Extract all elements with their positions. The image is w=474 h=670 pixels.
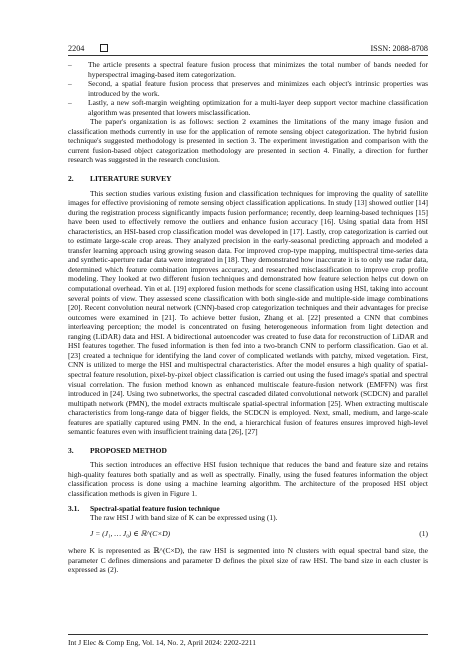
page-body	[68, 60, 428, 575]
section-3-heading	[68, 446, 428, 456]
page-number: 2204	[68, 43, 85, 53]
header-rule	[68, 55, 428, 56]
equation-body: J = (J₁, … J₀) ∈ ℝ^(C×D)	[90, 528, 171, 538]
section-title: PROPOSED METHOD	[90, 445, 167, 455]
section-number: 2.	[68, 174, 74, 184]
bullet-item	[68, 60, 428, 79]
subsection-number: 3.1.	[68, 503, 80, 513]
literature-survey-paragraph: This section studies various existing fusion and classification techniques for improving the quality of satellite images for effective provisioning of remote sensing object classification applications. In study [13] showed outlier [14] during the registration process significantly impacts fusion performance; recently, deep learning-based techniques [15] have been used to effectively remove the outliers and enhance fusion accuracy [16]. Using spatial data from HSI characteristics, an HSI-based crop classification model was developed in [17]. Lastly, crop categorization is carried out to estimate large-scale crop areas. They analyzed precision in the early-seasonal predicting approach and modeled a transfer learning approach using growing season data. For improved crop-type mapping, multispectral time-series data and synthetic-aperture radar data were integrated in [18]. They demonstrated how inaccurate it is to only use radar data, determined which feature combination improves accuracy, and researched misclassification to improve crop profile modeling. They looked at two different fusion techniques and demonstrated how feature selection helps cut down on computational overhead. Yin et al. [19] explored fusion methods for scene classification using HSI, taking into account several points of view. They assessed scene classification with both single-side and multiple-side image combinations [20]. Recent convolution neural network (CNN)-based crop categorization techniques and their advantages for precise outcomes were examined in [21]. To achieve better fusion, Zhang et al. [22] presented a CNN that combines interleaving perception; the model is concentrated on fusing heterogeneous information from light detection and ranging (LiDAR) data and HSI. A bidirectional autoencoder was created to fuse data for reconstruction of LiDAR and HSI features together. The fused information is then fed into a two-branch CNN to perform classification. Gao et al. [23] created a technique for identifying the land cover of complicated wetlands with patchy, mixed vegetation. First, CNN is utilized to merge the HSI and multispectral characteristics. After the model ensures a high quality of spatial-spectral feature resolution, pixel-by-pixel object classification is carried out using the fused image's spatial and spectral visual correlation. The fusion method known as enhanced multiscale feature-fusion network (EMFFN) was first introduced in [24]. Using two subnetworks, the spectral cascaded dilated convolutional network (SCDCN) and parallel multipath network (PMN), the model extracts multiscale spatial-spectral information [25]. When extracting multiscale characteristics from long-range data of bigger fields, the SCDCN is employed. Next, small, medium, and large-scale features are spatially captured using PMN. In the end, a hierarchical fusion of features ensures improved high-level semantic features even with insufficient training data [26], [27]	[68, 188, 428, 437]
subsection-after-text: where K is represented as ℝ^(C×D), the raw HSI is segmented into N clusters with equal spectral band size, the parameter C defines dimensions and parameter D defines the pixel size of raw HSI. The band size in each cluster is expressed as (2).	[68, 546, 428, 575]
equation-1	[68, 529, 428, 539]
subsection-title: Spectral-spatial feature fusion technique	[90, 503, 220, 513]
subsection-3-1-heading	[68, 504, 428, 514]
bullet-item	[68, 79, 428, 98]
proposed-method-paragraph: This section introduces an effective HSI fusion technique that reduces the band and feature size and retains high-quality features both spatially and as well as spectrally. Finally, using the fused features information the object classification process is done using a machine learning algorithm. The architecture of the proposed HSI object classification methods is given in Figure 1.	[68, 460, 428, 498]
box-icon	[100, 44, 108, 52]
footer-rule	[68, 634, 428, 635]
journal-citation: Int J Elec & Comp Eng, Vol. 14, No. 2, April 2024: 2202-2211	[68, 638, 256, 647]
bullet-text: The article presents a spectral feature fusion process that minimizes the total number of bands needed for hyperspectral imaging-based item categorization.	[88, 60, 428, 79]
dash-icon: –	[68, 79, 72, 89]
subsection-lead: The raw HSI J with band size of K can be expressed using (1).	[90, 513, 278, 523]
page-header	[68, 42, 428, 54]
bullet-item	[68, 98, 428, 117]
intro-paragraph: The paper's organization is as follows: section 2 examines the limitations of the many image fusion and classification methods currently in use for the application of remote sensing object categorization. The hybrid fusion technique's suggested methodology is presented in section 3. The experiment investigation and comparison with the current fusion-based object categorization methodology are presented in section 4. Finally, a direction for further research was suggested in the research conclusion.	[68, 117, 428, 165]
bullet-text: Lastly, a new soft-margin weighting optimization for a multi-layer deep support vector machine classification algorithm was presented that lowers misclassification.	[88, 98, 428, 117]
equation-number: (1)	[419, 528, 428, 538]
issn-label: ISSN: 2088-8708	[370, 43, 428, 53]
bullet-text: Second, a spatial feature fusion process that preserves and minimizes each object's intrinsic properties was introduced by the work.	[88, 79, 428, 98]
dash-icon: –	[68, 60, 72, 69]
dash-icon: –	[68, 98, 72, 108]
section-2-heading	[68, 174, 428, 184]
section-number: 3.	[68, 445, 74, 455]
section-title: LITERATURE SURVEY	[90, 174, 172, 184]
